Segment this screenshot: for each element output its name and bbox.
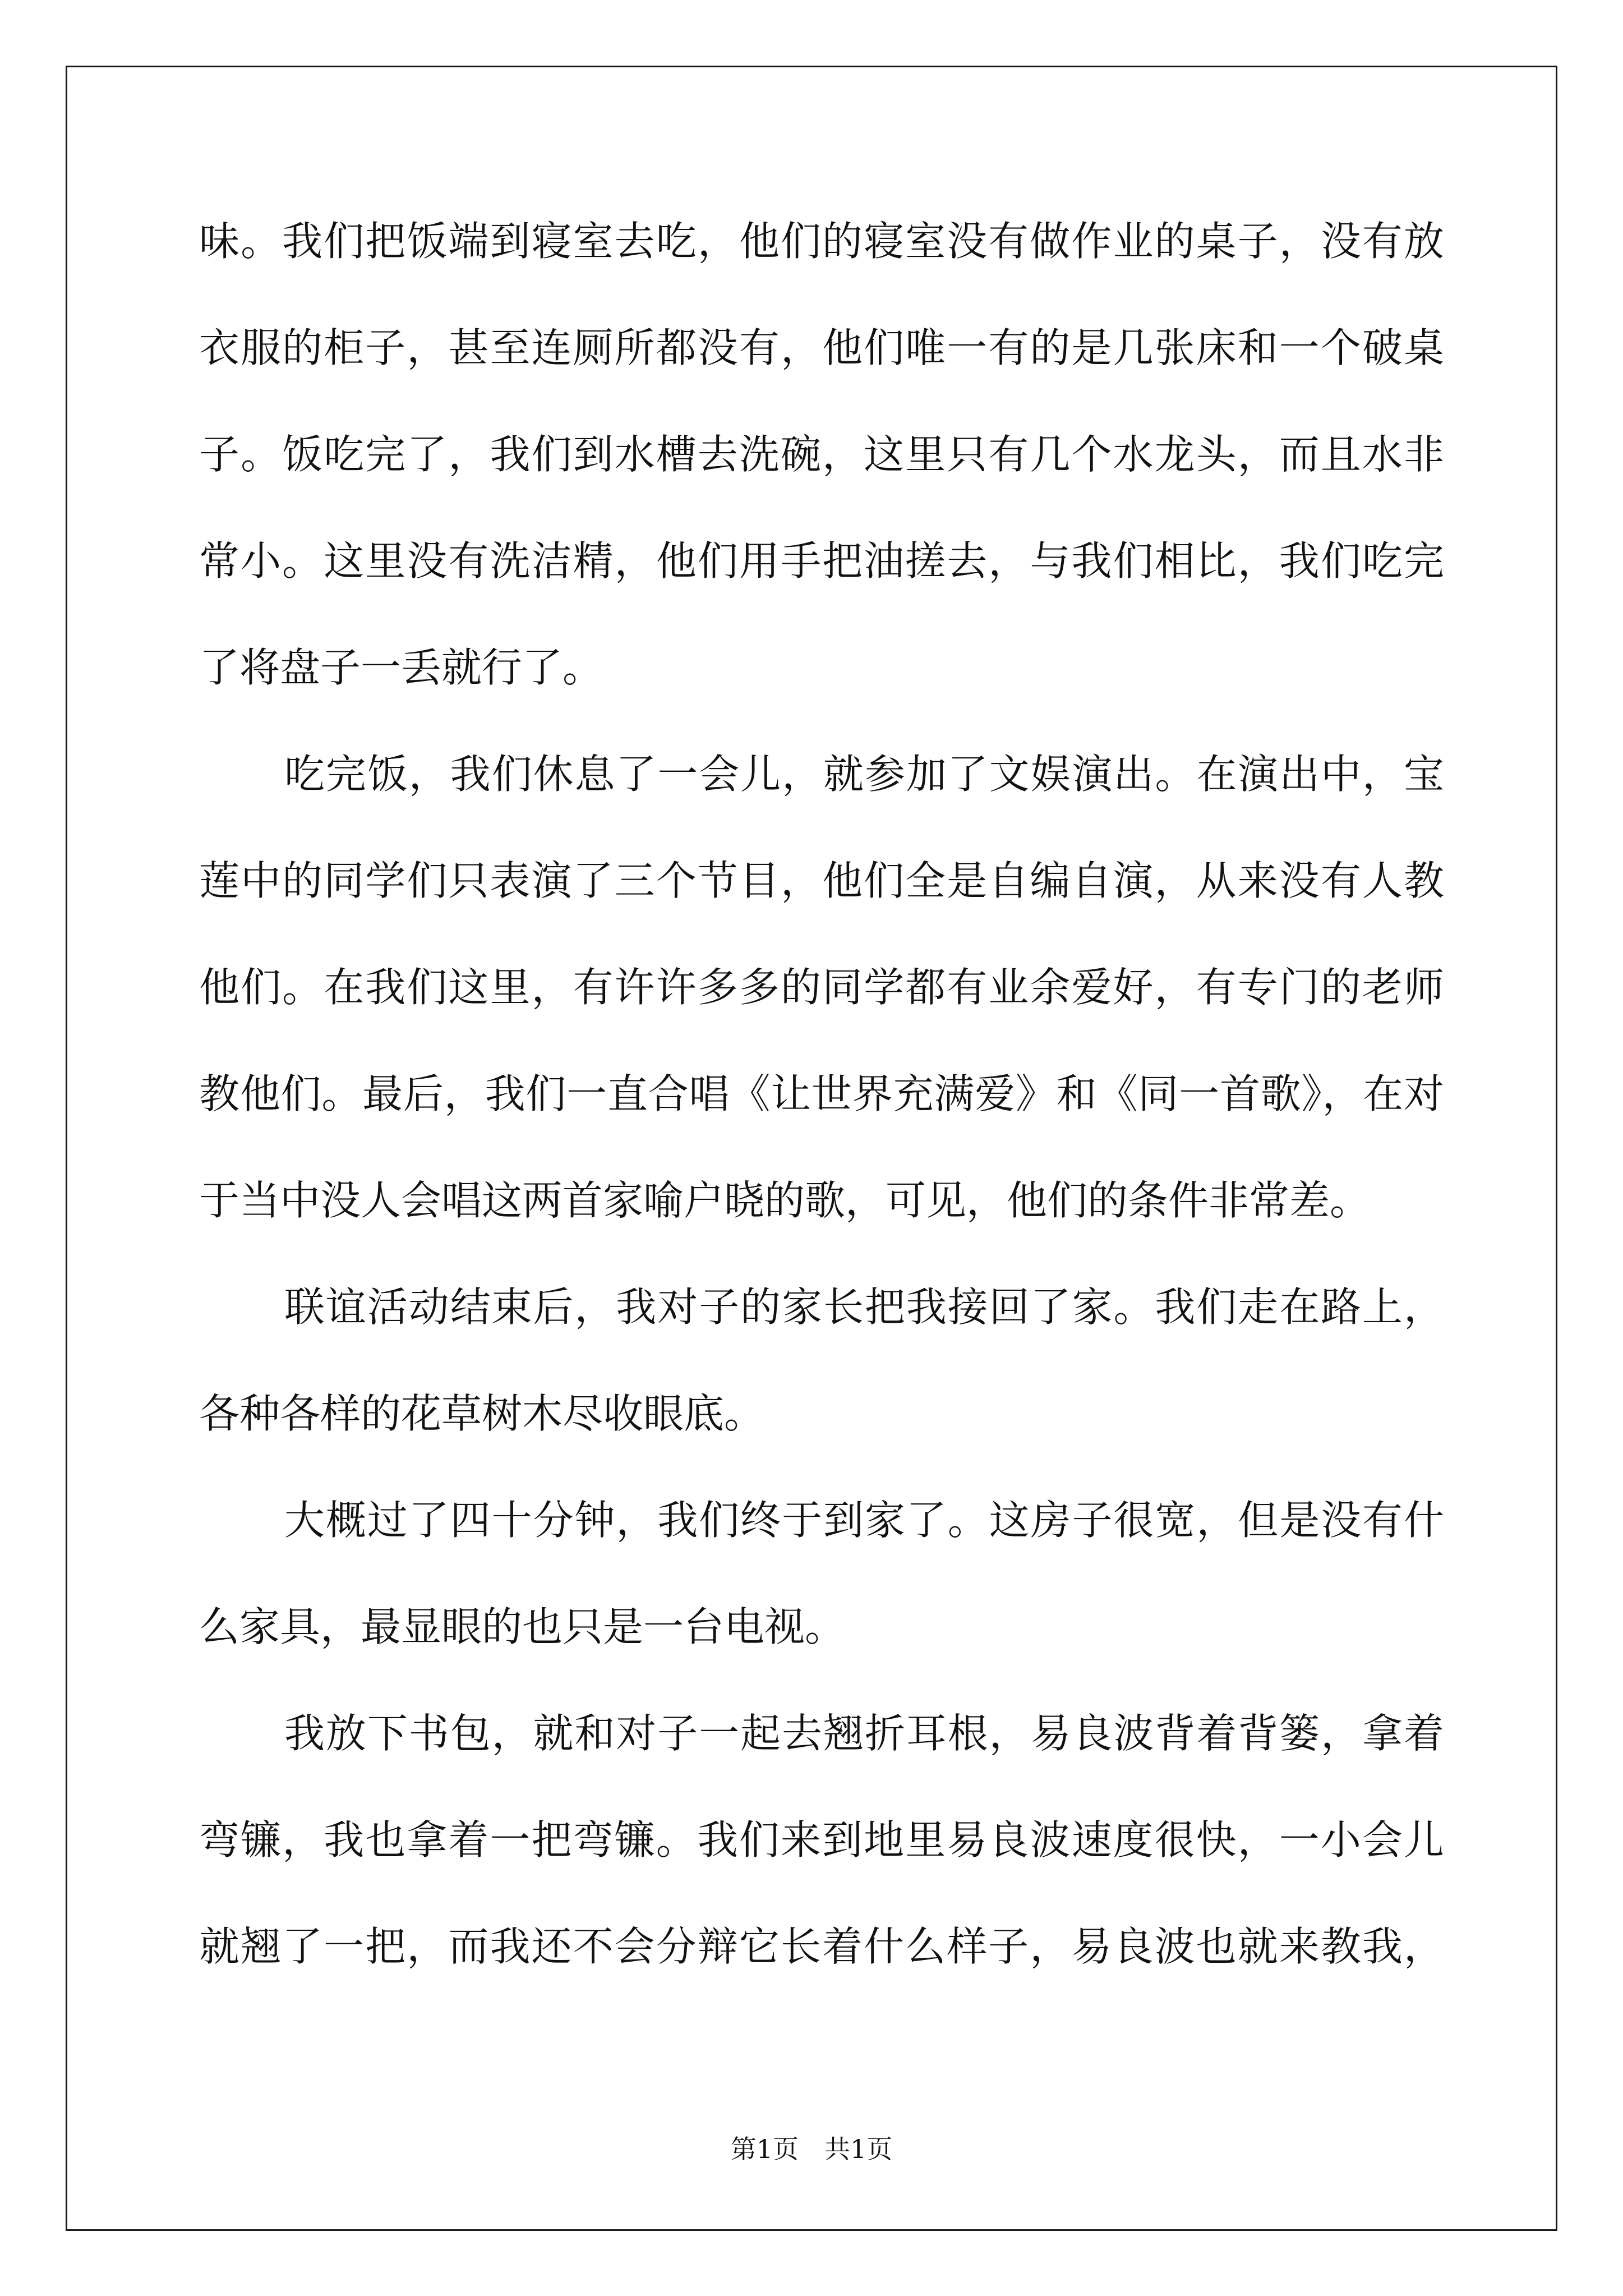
text-line: 弯镰，我也拿着一把弯镰。我们来到地里易良波速度很快，一小会儿 — [199, 1816, 1444, 1864]
text-line: 子。饭吃完了，我们到水槽去洗碗，这里只有几个水龙头，而且水非 — [199, 431, 1444, 478]
page-footer — [0, 2129, 1623, 2166]
text-line: 教他们。最后，我们一直合唱《让世界充满爱》和《同一首歌》，在对 — [199, 1070, 1444, 1117]
text-line: 常小。这里没有洗洁精，他们用手把油搓去，与我们相比，我们吃完 — [199, 537, 1444, 585]
paragraph-first-line: 联谊活动结束后，我对子的家长把我接回了家。我们走在路上， — [284, 1283, 1444, 1331]
text-line: 于当中没人会唱这两首家喻户晓的歌，可见，他们的条件非常差。 — [199, 1177, 1371, 1224]
paragraph-first-line: 大概过了四十分钟，我们终于到家了。这房子很宽，但是没有什 — [284, 1497, 1444, 1544]
document-body — [199, 213, 1444, 2025]
text-line: 味。我们把饭端到寝室去吃，他们的寝室没有做作业的桌子，没有放 — [199, 218, 1444, 265]
text-line: 衣服的柜子，甚至连厕所都没有，他们唯一有的是几张床和一个破桌 — [199, 324, 1444, 371]
paragraph-first-line: 吃完饭，我们休息了一会儿，就参加了文娱演出。在演出中，宝 — [284, 751, 1444, 798]
text-line: 他们。在我们这里，有许许多多的同学都有业余爱好，有专门的老师 — [199, 964, 1444, 1011]
text-line: 就翘了一把，而我还不会分辩它长着什么样子，易良波也就来教我， — [199, 1923, 1444, 1970]
text-line: 各种各样的花草树木尽收眼底。 — [199, 1390, 765, 1437]
text-line: 么家具，最显眼的也只是一台电视。 — [199, 1603, 846, 1650]
text-line: 莲中的同学们只表演了三个节目，他们全是自编自演，从来没有人教 — [199, 857, 1444, 904]
page-number: 第1页 共1页 — [730, 2134, 893, 2164]
paragraph-first-line: 我放下书包，就和对子一起去翘折耳根，易良波背着背篓，拿着 — [284, 1710, 1444, 1757]
text-line: 了将盘子一丢就行了。 — [199, 644, 603, 691]
